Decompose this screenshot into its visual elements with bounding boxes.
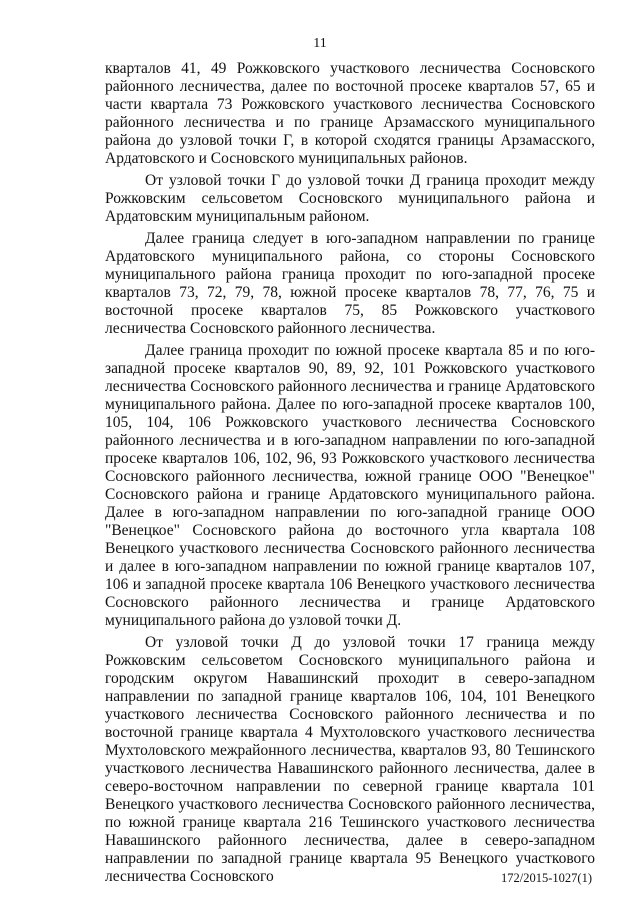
paragraph-point-g-to-d: От узловой точки Г до узловой точки Д граница проходит между Рожковским сельсоветом Сосновского муниципального района и Ардатовским муниципальным районом.: [105, 172, 595, 225]
document-body: [105, 60, 595, 890]
paragraph-point-d-to-17: От узловой точки Д до узловой точки 17 граница между Рожковским сельсоветом Сосновского муниципального района и городским округом Навашинский проходит в северо-западном направлении по западной границе кварталов 106, 104, 101 Венецкого участкового лесничества Сосновского районного лесничества и по восточной границе квартала 4 Мухтоловского участкового лесничества Мухтоловского межрайонного лесничества, кварталов 93, 80 Тешинского участкового лесничества Навашинского районного лесничества, далее в северо-восточном направлении по северной границе квартала 101 Венецкого участкового лесничества Сосновского районного лесничества, по южной границе квартала 216 Тешинского участкового лесничества Навашинского районного лесничества, далее в северо-западном направлении по западной границе квартала 95 Венецкого участкового лесничества Сосновского: [105, 634, 595, 885]
page-number: 11: [313, 36, 327, 51]
document-code: 172/2015-1027(1): [501, 871, 592, 885]
paragraph-south-prosek-85: Далее граница проходит по южной просеке квартала 85 и по юго-западной просеке кварталов 90, 89, 92, 101 Рожковского участкового лесничества Сосновского районного лесничества и границе Ардатовского муниципального района. Далее по юго-западной просеке кварталов 100, 105, 104, 106 Рожковского участкового лесничества Сосновского районного лесничества и в юго-западном направлении по юго-западной просеке кварталов 106, 102, 96, 93 Рожковского участкового лесничества Сосновского районного лесничества, южной границе ООО "Венецкое" Сосновского района и границе Ардатовского муниципального района. Далее в юго-западном направлении по юго-западной границе ООО "Венецкое" Сосновского района до восточного угла квартала 108 Венецкого участкового лесничества Сосновского районного лесничества и далее в юго-западном направлении по южной границе кварталов 107, 106 и западной просеке квартала 106 Венецкого участкового лесничества Сосновского районного лесничества и границе Ардатовского муниципального района до узловой точки Д.: [105, 342, 595, 629]
paragraph-southwest-direction: Далее граница следует в юго-западном направлении по границе Ардатовского муниципального района, со стороны Сосновского муниципального района граница проходит по юго-западной просеке кварталов 73, 72, 79, 78, южной просеке кварталов 78, 77, 76, 75 и восточной просеке кварталов 75, 85 Рожковского участкового лесничества Сосновского районного лесничества.: [105, 230, 595, 337]
paragraph-continuation: кварталов 41, 49 Рожковского участкового лесничества Сосновского районного лесничества, далее по восточной просеке кварталов 57, 65 и части квартала 73 Рожковского участкового лесничества Сосновского районного лесничества и по границе Арзамасского муниципального района до узловой точки Г, в которой сходятся границы Арзамасского, Ардатовского и Сосновского муниципальных районов.: [105, 60, 595, 167]
